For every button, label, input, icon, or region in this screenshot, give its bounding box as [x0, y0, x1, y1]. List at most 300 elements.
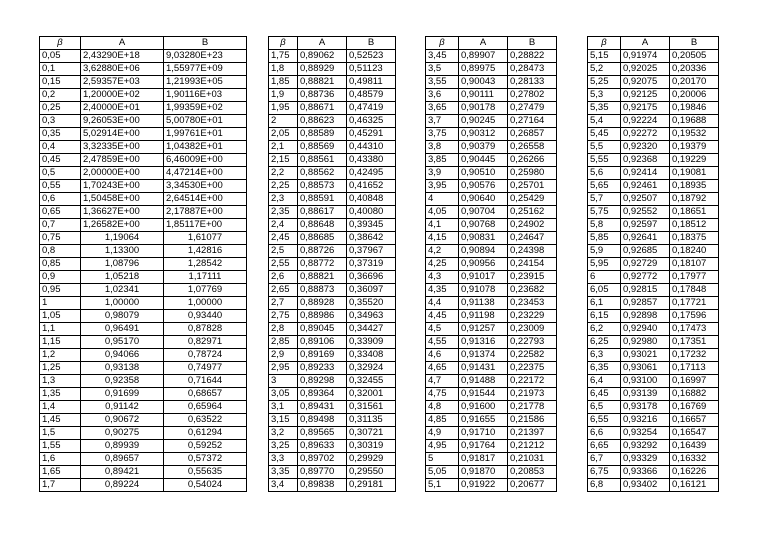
- b-cell: 0,16439: [670, 440, 719, 453]
- a-cell: 0,92125: [621, 89, 670, 102]
- a-cell: 1,19064: [81, 232, 164, 245]
- beta-cell: 1,25: [40, 362, 81, 375]
- beta-cell: 2,65: [269, 284, 298, 297]
- a-cell: 0,88928: [298, 297, 347, 310]
- table-row: [426, 154, 557, 167]
- a-cell: 0,92414: [621, 167, 670, 180]
- beta-cell: 3,7: [426, 115, 459, 128]
- table-row: [426, 63, 557, 76]
- a-cell: 0,90445: [459, 154, 508, 167]
- header-a: A: [298, 37, 347, 50]
- beta-cell: 4,9: [426, 427, 459, 440]
- b-cell: 0,16332: [670, 453, 719, 466]
- table-row: [426, 427, 557, 440]
- beta-cell: 0,05: [40, 50, 81, 63]
- a-cell: 0,89633: [298, 440, 347, 453]
- table-row: [40, 453, 247, 466]
- table-row: [269, 50, 396, 63]
- table-row: [40, 219, 247, 232]
- beta-cell: 4,1: [426, 219, 459, 232]
- beta-cell: 0,9: [40, 271, 81, 284]
- table-row: [269, 297, 396, 310]
- table-row: [40, 375, 247, 388]
- a-cell: 2,40000E+01: [81, 102, 164, 115]
- table-row: [588, 89, 719, 102]
- table-row: [269, 323, 396, 336]
- beta-cell: 4,55: [426, 336, 459, 349]
- b-cell: 1,61077: [164, 232, 247, 245]
- table-row: [588, 297, 719, 310]
- a-cell: 0,88821: [298, 271, 347, 284]
- header-beta: β: [40, 37, 81, 50]
- beta-cell: 5,4: [588, 115, 621, 128]
- b-cell: 0,38642: [347, 232, 396, 245]
- b-cell: 1,55977E+09: [164, 63, 247, 76]
- beta-cell: 3,6: [426, 89, 459, 102]
- table-row: [426, 89, 557, 102]
- table-block-3: [425, 36, 557, 492]
- beta-cell: 0,65: [40, 206, 81, 219]
- header-beta: β: [588, 37, 621, 50]
- table-row: [588, 271, 719, 284]
- b-cell: 0,93440: [164, 310, 247, 323]
- b-cell: 0,36097: [347, 284, 396, 297]
- a-cell: 3,62880E+06: [81, 63, 164, 76]
- b-cell: 0,31135: [347, 414, 396, 427]
- beta-cell: 2,9: [269, 349, 298, 362]
- b-cell: 0,82971: [164, 336, 247, 349]
- a-cell: 0,89045: [298, 323, 347, 336]
- beta-cell: 4,2: [426, 245, 459, 258]
- b-cell: 0,26558: [508, 141, 557, 154]
- beta-cell: 2,8: [269, 323, 298, 336]
- beta-cell: 5,25: [588, 76, 621, 89]
- b-cell: 0,26266: [508, 154, 557, 167]
- beta-cell: 5,85: [588, 232, 621, 245]
- b-cell: 0,29929: [347, 453, 396, 466]
- a-cell: 0,92898: [621, 310, 670, 323]
- table-row: [426, 206, 557, 219]
- a-cell: 0,90178: [459, 102, 508, 115]
- b-cell: 0,19688: [670, 115, 719, 128]
- a-cell: 5,02914E+00: [81, 128, 164, 141]
- beta-cell: 0,8: [40, 245, 81, 258]
- beta-cell: 5,9: [588, 245, 621, 258]
- beta-cell: 5,3: [588, 89, 621, 102]
- table-row: [269, 180, 396, 193]
- beta-cell: 3,95: [426, 180, 459, 193]
- beta-cell: 0,35: [40, 128, 81, 141]
- table-row: [269, 193, 396, 206]
- b-cell: 1,28542: [164, 258, 247, 271]
- table-row: [426, 453, 557, 466]
- beta-cell: 2,4: [269, 219, 298, 232]
- b-cell: 0,27479: [508, 102, 557, 115]
- beta-cell: 1,5: [40, 427, 81, 440]
- table-row: [426, 310, 557, 323]
- table-row: [40, 284, 247, 297]
- a-cell: 0,93061: [621, 362, 670, 375]
- table-row: [269, 401, 396, 414]
- a-cell: 0,92980: [621, 336, 670, 349]
- b-cell: 0,68657: [164, 388, 247, 401]
- a-cell: 0,88591: [298, 193, 347, 206]
- a-cell: 0,93366: [621, 466, 670, 479]
- a-cell: 0,88726: [298, 245, 347, 258]
- beta-cell: 3,3: [269, 453, 298, 466]
- table-row: [426, 50, 557, 63]
- beta-cell: 4,3: [426, 271, 459, 284]
- b-cell: 0,35520: [347, 297, 396, 310]
- a-cell: 3,32335E+00: [81, 141, 164, 154]
- a-cell: 0,89298: [298, 375, 347, 388]
- beta-cell: 2,35: [269, 206, 298, 219]
- beta-cell: 6,7: [588, 453, 621, 466]
- table-row: [588, 232, 719, 245]
- table-row: [588, 245, 719, 258]
- beta-cell: 6,35: [588, 362, 621, 375]
- table-row: [40, 102, 247, 115]
- a-cell: 0,91198: [459, 310, 508, 323]
- table-row: [269, 349, 396, 362]
- beta-cell: 6,5: [588, 401, 621, 414]
- table-row: [588, 180, 719, 193]
- a-cell: 0,88685: [298, 232, 347, 245]
- table-row: [40, 63, 247, 76]
- b-cell: 5,00780E+01: [164, 115, 247, 128]
- table-block-4: [587, 36, 719, 492]
- beta-cell: 3,85: [426, 154, 459, 167]
- beta-cell: 5,6: [588, 167, 621, 180]
- beta-cell: 3,15: [269, 414, 298, 427]
- b-cell: 9,03280E+23: [164, 50, 247, 63]
- table-row: [269, 128, 396, 141]
- a-cell: 0,89431: [298, 401, 347, 414]
- a-cell: 0,92025: [621, 63, 670, 76]
- beta-cell: 5,1: [426, 479, 459, 492]
- beta-cell: 3,45: [426, 50, 459, 63]
- a-cell: 0,89498: [298, 414, 347, 427]
- a-cell: 0,92175: [621, 102, 670, 115]
- beta-cell: 3,05: [269, 388, 298, 401]
- table-row: [269, 414, 396, 427]
- beta-cell: 0,2: [40, 89, 81, 102]
- beta-cell: 0,55: [40, 180, 81, 193]
- beta-cell: 2,75: [269, 310, 298, 323]
- beta-cell: 4,65: [426, 362, 459, 375]
- table-row: [269, 466, 396, 479]
- a-cell: 0,93254: [621, 427, 670, 440]
- table-row: [588, 401, 719, 414]
- b-cell: 0,61294: [164, 427, 247, 440]
- b-cell: 0,31561: [347, 401, 396, 414]
- a-cell: 0,93292: [621, 440, 670, 453]
- table-row: [269, 167, 396, 180]
- b-cell: 0,23915: [508, 271, 557, 284]
- a-cell: 0,91488: [459, 375, 508, 388]
- beta-cell: 6,75: [588, 466, 621, 479]
- a-cell: 0,92857: [621, 297, 670, 310]
- b-cell: 0,30319: [347, 440, 396, 453]
- table-row: [269, 154, 396, 167]
- b-cell: 0,20170: [670, 76, 719, 89]
- a-cell: 1,08796: [81, 258, 164, 271]
- beta-cell: 3,9: [426, 167, 459, 180]
- a-cell: 0,93402: [621, 479, 670, 492]
- beta-cell: 4,25: [426, 258, 459, 271]
- table-row: [588, 50, 719, 63]
- b-cell: 0,22582: [508, 349, 557, 362]
- table-row: [40, 427, 247, 440]
- table-row: [426, 375, 557, 388]
- table-row: [40, 323, 247, 336]
- beta-cell: 6,65: [588, 440, 621, 453]
- b-cell: 0,18107: [670, 258, 719, 271]
- beta-cell: 4,15: [426, 232, 459, 245]
- a-cell: 0,90245: [459, 115, 508, 128]
- table-row: [588, 206, 719, 219]
- b-cell: 0,16226: [670, 466, 719, 479]
- table-row: [40, 297, 247, 310]
- b-cell: 1,21993E+05: [164, 76, 247, 89]
- beta-cell: 2,6: [269, 271, 298, 284]
- a-cell: 0,93100: [621, 375, 670, 388]
- a-cell: 0,91544: [459, 388, 508, 401]
- beta-cell: 2,15: [269, 154, 298, 167]
- table-row: [269, 245, 396, 258]
- beta-cell: 0,7: [40, 219, 81, 232]
- a-cell: 0,88821: [298, 76, 347, 89]
- beta-cell: 5,45: [588, 128, 621, 141]
- a-cell: 0,92368: [621, 154, 670, 167]
- table-row: [269, 76, 396, 89]
- a-cell: 0,88736: [298, 89, 347, 102]
- table-row: [269, 258, 396, 271]
- beta-cell: 1,6: [40, 453, 81, 466]
- b-cell: 0,26857: [508, 128, 557, 141]
- table-row: [269, 388, 396, 401]
- beta-cell: 3: [269, 375, 298, 388]
- b-cell: 0,42495: [347, 167, 396, 180]
- a-cell: 0,91257: [459, 323, 508, 336]
- table-row: [426, 167, 557, 180]
- a-cell: 0,88562: [298, 167, 347, 180]
- table-row: [588, 440, 719, 453]
- b-cell: 0,20853: [508, 466, 557, 479]
- b-cell: 0,28822: [508, 50, 557, 63]
- a-cell: 0,92507: [621, 193, 670, 206]
- table-row: [40, 388, 247, 401]
- a-cell: 0,89657: [81, 453, 164, 466]
- beta-cell: 6,05: [588, 284, 621, 297]
- beta-cell: 1,85: [269, 76, 298, 89]
- a-cell: 0,90640: [459, 193, 508, 206]
- table-row: [40, 180, 247, 193]
- b-cell: 0,16769: [670, 401, 719, 414]
- beta-cell: 5,05: [426, 466, 459, 479]
- table-row: [426, 323, 557, 336]
- beta-cell: 3,8: [426, 141, 459, 154]
- b-cell: 1,99761E+01: [164, 128, 247, 141]
- a-cell: 0,90831: [459, 232, 508, 245]
- table-row: [588, 115, 719, 128]
- a-cell: 1,70243E+00: [81, 180, 164, 193]
- b-cell: 0,21586: [508, 414, 557, 427]
- b-cell: 0,20336: [670, 63, 719, 76]
- table-row: [269, 102, 396, 115]
- table-row: [426, 388, 557, 401]
- table-row: [426, 414, 557, 427]
- beta-cell: 0,95: [40, 284, 81, 297]
- table-row: [426, 141, 557, 154]
- b-cell: 0,17596: [670, 310, 719, 323]
- table-row: [40, 141, 247, 154]
- a-cell: 0,92461: [621, 180, 670, 193]
- table-row: [426, 115, 557, 128]
- table-row: [426, 180, 557, 193]
- table-row: [426, 297, 557, 310]
- b-cell: 0,18792: [670, 193, 719, 206]
- table-row: [426, 349, 557, 362]
- b-cell: 0,27164: [508, 115, 557, 128]
- b-cell: 0,21031: [508, 453, 557, 466]
- table-row: [588, 63, 719, 76]
- a-cell: 0,90510: [459, 167, 508, 180]
- table-row: [426, 219, 557, 232]
- a-cell: 0,88873: [298, 284, 347, 297]
- header-row: [426, 37, 557, 50]
- table-row: [588, 258, 719, 271]
- b-cell: 0,18651: [670, 206, 719, 219]
- beta-cell: 4,6: [426, 349, 459, 362]
- a-cell: 0,91974: [621, 50, 670, 63]
- beta-cell: 6,1: [588, 297, 621, 310]
- table-row: [40, 349, 247, 362]
- a-cell: 0,89169: [298, 349, 347, 362]
- a-cell: 0,91699: [81, 388, 164, 401]
- beta-cell: 3,75: [426, 128, 459, 141]
- beta-cell: 1,05: [40, 310, 81, 323]
- b-cell: 2,17887E+00: [164, 206, 247, 219]
- b-cell: 0,16547: [670, 427, 719, 440]
- beta-cell: 2,95: [269, 362, 298, 375]
- header-row: [40, 37, 247, 50]
- table-block-2: [268, 36, 396, 492]
- beta-cell: 2,45: [269, 232, 298, 245]
- b-cell: 0,25162: [508, 206, 557, 219]
- table-row: [426, 232, 557, 245]
- a-cell: 0,90704: [459, 206, 508, 219]
- beta-cell: 0,3: [40, 115, 81, 128]
- table-row: [40, 258, 247, 271]
- b-cell: 0,25980: [508, 167, 557, 180]
- b-cell: 0,33408: [347, 349, 396, 362]
- table-row: [588, 102, 719, 115]
- beta-cell: 1,3: [40, 375, 81, 388]
- b-cell: 0,29181: [347, 479, 396, 492]
- beta-cell: 2,2: [269, 167, 298, 180]
- table-row: [269, 219, 396, 232]
- a-cell: 0,88986: [298, 310, 347, 323]
- a-cell: 0,91078: [459, 284, 508, 297]
- beta-cell: 1,45: [40, 414, 81, 427]
- table-row: [588, 375, 719, 388]
- b-cell: 0,39345: [347, 219, 396, 232]
- a-cell: 0,91600: [459, 401, 508, 414]
- b-cell: 0,20677: [508, 479, 557, 492]
- b-cell: 0,27802: [508, 89, 557, 102]
- beta-cell: 6,6: [588, 427, 621, 440]
- a-cell: 0,90576: [459, 180, 508, 193]
- b-cell: 1,85117E+00: [164, 219, 247, 232]
- table-row: [269, 206, 396, 219]
- table-row: [588, 154, 719, 167]
- table-row: [426, 440, 557, 453]
- b-cell: 0,18935: [670, 180, 719, 193]
- a-cell: 0,91374: [459, 349, 508, 362]
- a-cell: 0,92940: [621, 323, 670, 336]
- b-cell: 0,16997: [670, 375, 719, 388]
- a-cell: 0,91870: [459, 466, 508, 479]
- a-cell: 0,91431: [459, 362, 508, 375]
- b-cell: 0,20006: [670, 89, 719, 102]
- table-row: [588, 128, 719, 141]
- b-cell: 0,17351: [670, 336, 719, 349]
- b-cell: 0,18512: [670, 219, 719, 232]
- beta-cell: 1,55: [40, 440, 81, 453]
- b-cell: 0,23682: [508, 284, 557, 297]
- a-cell: 1,00000: [81, 297, 164, 310]
- a-cell: 0,90379: [459, 141, 508, 154]
- a-cell: 2,59357E+03: [81, 76, 164, 89]
- b-cell: 0,19379: [670, 141, 719, 154]
- beta-cell: 3,5: [426, 63, 459, 76]
- table-row: [269, 453, 396, 466]
- b-cell: 0,45291: [347, 128, 396, 141]
- beta-cell: 6,4: [588, 375, 621, 388]
- table-row: [426, 76, 557, 89]
- beta-cell: 1,15: [40, 336, 81, 349]
- b-cell: 0,29550: [347, 466, 396, 479]
- b-cell: 4,47214E+00: [164, 167, 247, 180]
- beta-cell: 1,9: [269, 89, 298, 102]
- b-cell: 0,17848: [670, 284, 719, 297]
- table-row: [426, 258, 557, 271]
- beta-cell: 6,45: [588, 388, 621, 401]
- table-row: [588, 427, 719, 440]
- header-beta: β: [269, 37, 298, 50]
- b-cell: 0,24647: [508, 232, 557, 245]
- table-row: [40, 50, 247, 63]
- header-beta: β: [426, 37, 459, 50]
- beta-cell: 5,55: [588, 154, 621, 167]
- a-cell: 0,89106: [298, 336, 347, 349]
- b-cell: 0,21973: [508, 388, 557, 401]
- table-row: [588, 453, 719, 466]
- b-cell: 0,25701: [508, 180, 557, 193]
- table-row: [588, 414, 719, 427]
- a-cell: 0,92641: [621, 232, 670, 245]
- a-cell: 0,92224: [621, 115, 670, 128]
- b-cell: 0,24398: [508, 245, 557, 258]
- table-row: [588, 167, 719, 180]
- b-cell: 1,99359E+02: [164, 102, 247, 115]
- a-cell: 0,88648: [298, 219, 347, 232]
- table-row: [588, 349, 719, 362]
- beta-cell: 5,2: [588, 63, 621, 76]
- table-row: [588, 193, 719, 206]
- a-cell: 0,92358: [81, 375, 164, 388]
